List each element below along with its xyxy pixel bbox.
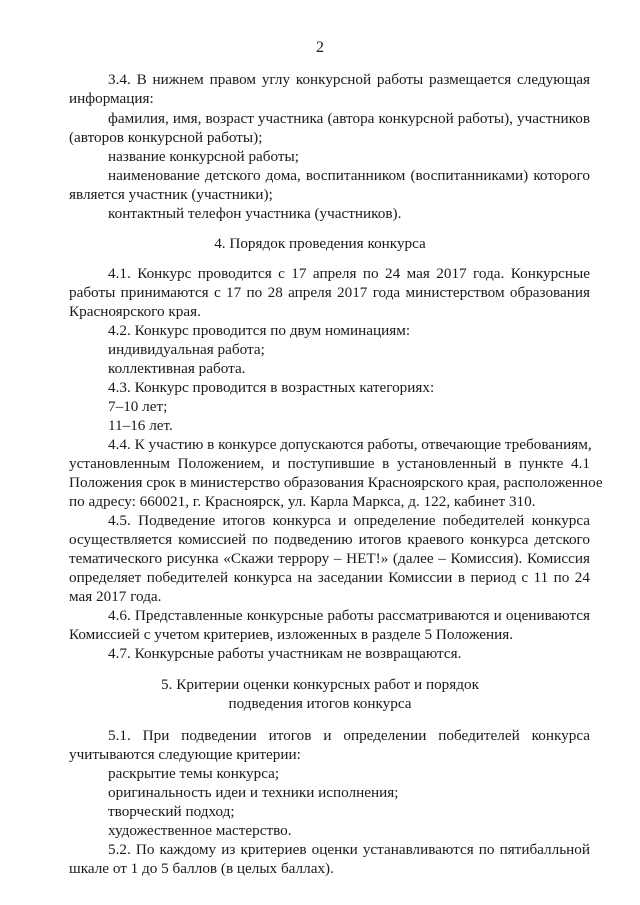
section-heading: 4. Порядок проведения конкурса [214,235,426,252]
paragraph-line: Красноярского края. [69,303,201,320]
paragraph-line: мая 2017 года. [69,588,162,605]
page-number: 2 [316,39,324,56]
paragraph-line: коллективная работа. [108,360,246,377]
paragraph-line: работы принимаются с 17 по 28 апреля 2017 года министерством образования [69,284,590,301]
paragraph-line: является участник (участники); [69,186,273,203]
paragraph-line: 4.5. Подведение итогов конкурса и определение победителей конкурса [108,512,590,529]
section-heading: подведения итогов конкурса [228,695,412,712]
paragraph-line: 4.7. Конкурсные работы участникам не возвращаются. [108,645,462,662]
paragraph-line: определяет победителей конкурса на заседании Комиссии в период с 11 по 24 [69,569,590,586]
paragraph-line: название конкурсной работы; [108,148,299,165]
paragraph-line: установленным Положением, и поступившие в установленный в пункте 4.1 [69,455,590,472]
paragraph-line: индивидуальная работа; [108,341,265,358]
paragraph-line: тематического рисунка «Скажи террору – НЕТ!» (далее – Комиссия). Комиссия [69,550,590,567]
paragraph-line: 3.4. В нижнем правом углу конкурсной работы размещается следующая [108,71,590,88]
paragraph-line: информация: [69,90,154,107]
paragraph-line: 4.6. Представленные конкурсные работы рассматриваются и оцениваются [108,607,590,624]
paragraph-line: художественное мастерство. [108,822,292,839]
paragraph-line: Комиссией с учетом критериев, изложенных в разделе 5 Положения. [69,626,514,643]
paragraph-line: раскрытие темы конкурса; [108,765,280,782]
paragraph-line: 5.1. При подведении итогов и определении победителей конкурса [108,727,590,744]
paragraph-line: (авторов конкурсной работы); [69,129,263,146]
paragraph-line: 4.1. Конкурс проводится с 17 апреля по 24 мая 2017 года. Конкурсные [108,265,590,282]
paragraph-line: Положения срок в министерство образования Красноярского края, расположенное [69,474,603,491]
paragraph-line: 11–16 лет. [108,417,173,434]
paragraph-line: творческий подход; [108,803,235,820]
paragraph-line: фамилия, имя, возраст участника (автора конкурсной работы), участников [108,110,590,127]
paragraph-line: учитываются следующие критерии: [69,746,301,763]
paragraph-line: 4.4. К участию в конкурсе допускаются работы, отвечающие требованиям, [108,436,592,453]
paragraph-line: наименование детского дома, воспитанником (воспитанниками) которого [108,167,590,184]
paragraph-line: 7–10 лет; [108,398,168,415]
paragraph-line: 4.3. Конкурс проводится в возрастных категориях: [108,379,435,396]
paragraph-line: осуществляется комиссией по подведению итогов краевого конкурса детского [69,531,590,548]
paragraph-line: оригинальность идеи и техники исполнения; [108,784,399,801]
paragraph-line: 4.2. Конкурс проводится по двум номинациям: [108,322,411,339]
paragraph-line: 5.2. По каждому из критериев оценки устанавливаются по пятибалльной [108,841,590,858]
section-heading: 5. Критерии оценки конкурсных работ и порядок [161,676,479,693]
paragraph-line: по адресу: 660021, г. Красноярск, ул. Карла Маркса, д. 122, кабинет 310. [69,493,536,510]
paragraph-line: контактный телефон участника (участников). [108,205,402,222]
paragraph-line: шкале от 1 до 5 баллов (в целых баллах). [69,860,334,877]
